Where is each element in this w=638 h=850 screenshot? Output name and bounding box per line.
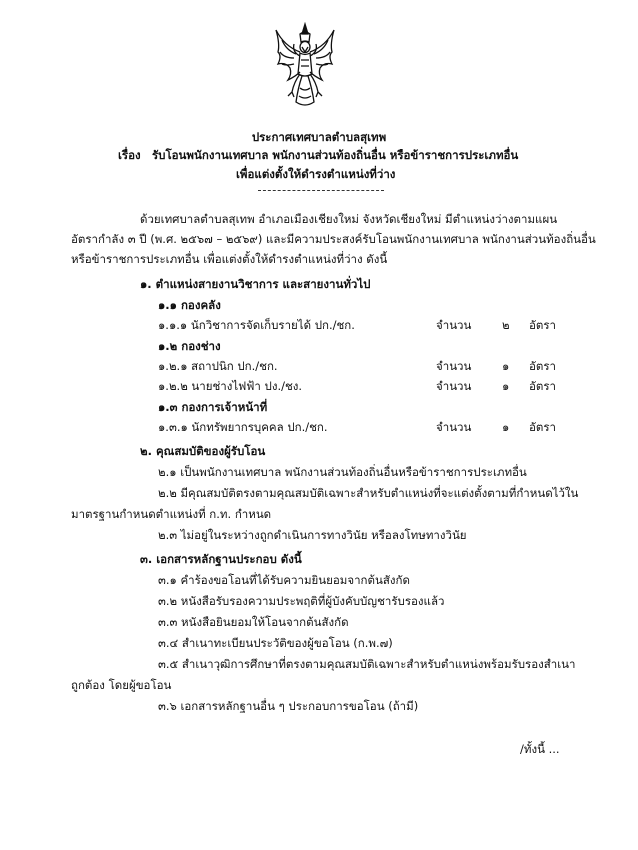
section-3-heading: ๓. เอกสารหลักฐานประกอบ ดังนี้ (140, 552, 302, 566)
position-count-label: จำนวน (436, 318, 472, 332)
document-item-3: ๓.๓ หนังสือยินยอมให้โอนจากต้นสังกัด (158, 615, 349, 629)
document-item-5-line-2: ถูกต้อง โดยผู้ขอโอน (71, 678, 172, 692)
position-unit: อัตรา (529, 420, 557, 434)
position-count: ๑ (502, 420, 510, 434)
qualification-item-1: ๒.๑ เป็นพนักงานเทศบาล พนักงานส่วนท้องถิ่นอื่นหรือข้าราชการประเภทอื่น (158, 465, 527, 479)
position-count: ๑ (502, 379, 510, 393)
qualification-item-3: ๒.๓ ไม่อยู่ในระหว่างถูกดำเนินการทางวินัย หรือลงโทษทางวินัย (158, 528, 467, 542)
subject-label: เรื่อง (118, 148, 141, 162)
position-name: ๑.๒.๒ นายช่างไฟฟ้า ปง./ชง. (158, 379, 303, 393)
position-count-label: จำนวน (436, 359, 472, 373)
page-continuation: /ทั้งนี้ ... (520, 742, 560, 756)
announcement-title: ประกาศเทศบาลตำบลสุเทพ (251, 130, 387, 144)
position-name: ๑.๑.๑ นักวิชาการจัดเก็บรายได้ ปก./ชก. (158, 318, 355, 332)
division-heading-personnel: ๑.๓ กองการเจ้าหน้าที่ (158, 400, 268, 414)
division-heading-finance: ๑.๑ กองคลัง (158, 298, 221, 312)
qualification-item-2-line-1: ๒.๒ มีคุณสมบัติตรงตามคุณสมบัติเฉพาะสำหรับตำแหน่งที่จะแต่งตั้งตามที่กำหนดไว้ใน (158, 486, 579, 500)
document-item-2: ๓.๒ หนังสือรับรองความประพฤติที่ผู้บังคับบัญชารับรองแล้ว (158, 594, 445, 608)
intro-line-2: อัตรากำลัง ๓ ปี (พ.ศ. ๒๕๖๗ – ๒๕๖๙) และมีความประสงค์รับโอนพนักงานเทศบาล พนักงานส่วนท้องถิ่นอื่น (71, 232, 596, 246)
position-count-label: จำนวน (436, 379, 472, 393)
header-divider (258, 190, 384, 191)
position-unit: อัตรา (529, 359, 557, 373)
document-item-6: ๓.๖ เอกสารหลักฐานอื่น ๆ ประกอบการขอโอน (ถ้ามี) (158, 699, 419, 713)
position-name: ๑.๒.๑ สถาปนิก ปก./ชก. (158, 359, 278, 373)
subject-line-2: เพื่อแต่งตั้งให้ดำรงตำแหน่งที่ว่าง (236, 167, 396, 181)
intro-line-1: ด้วยเทศบาลตำบลสุเทพ อำเภอเมืองเชียงใหม่ จังหวัดเชียงใหม่ มีตำแหน่งว่างตามแผน (140, 212, 558, 226)
position-unit: อัตรา (529, 379, 557, 393)
subject-line-1: รับโอนพนักงานเทศบาล พนักงานส่วนท้องถิ่นอื่น หรือข้าราชการประเภทอื่น (152, 148, 519, 162)
garuda-emblem (272, 22, 338, 110)
division-heading-engineering: ๑.๒ กองช่าง (158, 339, 221, 353)
document-item-4: ๓.๔ สำเนาทะเบียนประวัติของผู้ขอโอน (ก.พ.๗) (158, 636, 393, 650)
position-count-label: จำนวน (436, 420, 472, 434)
document-item-1: ๓.๑ คำร้องขอโอนที่ได้รับความยินยอมจากต้นสังกัด (158, 573, 410, 587)
position-count: ๑ (502, 359, 510, 373)
section-1-heading: ๑. ตำแหน่งสายงานวิชาการ และสายงานทั่วไป (140, 277, 371, 291)
document-item-5-line-1: ๓.๕ สำเนาวุฒิการศึกษาที่ตรงตามคุณสมบัติเฉพาะสำหรับตำแหน่งพร้อมรับรองสำเนา (158, 657, 576, 671)
position-name: ๑.๓.๑ นักทรัพยากรบุคคล ปก./ชก. (158, 420, 328, 434)
section-2-heading: ๒. คุณสมบัติของผู้รับโอน (140, 444, 266, 458)
intro-line-3: หรือข้าราชการประเภทอื่น เพื่อแต่งตั้งให้ดำรงตำแหน่งที่ว่าง ดังนี้ (71, 252, 388, 266)
position-unit: อัตรา (529, 318, 557, 332)
position-count: ๒ (502, 318, 510, 332)
qualification-item-2-line-2: มาตรฐานกำหนดตำแหน่งที่ ก.ท. กำหนด (71, 507, 272, 521)
